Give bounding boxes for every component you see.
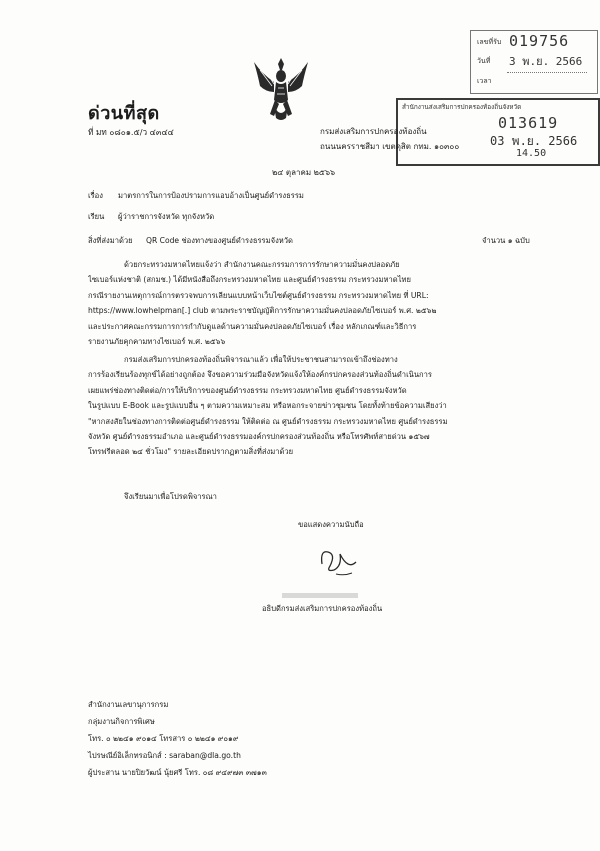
- signer-position: อธิบดีกรมส่งเสริมการปกครองท้องถิ่น: [262, 604, 383, 613]
- paragraph-1-line: ด้วยกระทรวงมหาดไทยแจ้งว่า สำนักงานคณะกรรมการการรักษาความมั่นคงปลอดภัย: [124, 260, 400, 269]
- enclosure-label: สิ่งที่ส่งมาด้วย: [88, 236, 133, 245]
- paragraph-1-line: และประกาศคณะกรรมการการกำกับดูแลด้านความมั่นคงปลอดภัยไซเบอร์ เรื่อง หลักเกณฑ์และวิธีการ: [88, 321, 417, 331]
- subject-text: มาตรการในการป้องปรามการแอบอ้างเป็นศูนย์ดำรงธรรม: [118, 191, 304, 200]
- stamp-top-date: 3 พ.ย. 2566: [509, 55, 583, 68]
- footer-group: กลุ่มงานกิจการพิเศษ: [88, 717, 155, 726]
- sender-line-2: ถนนนครราชสีมา เขตดุสิต กทม. ๑๐๓๐๐: [320, 142, 460, 151]
- stamp-office-time: 14.50: [516, 148, 547, 159]
- garuda-emblem: [252, 56, 310, 122]
- enclosure-count: จำนวน ๑ ฉบับ: [482, 236, 530, 245]
- stamp-top-number-label: เลขที่รับ: [477, 38, 502, 46]
- paragraph-2-line: จังหวัด ศูนย์ดำรงธรรมอำเภอ และศูนย์ดำรงธรรมองค์กรปกครองส่วนท้องถิ่น หรือโทรศัพท์สายด่วน ๑๕๖๗: [88, 432, 430, 442]
- paragraph-1-line: รายงานภัยคุกคามทางไซเบอร์ พ.ศ. ๒๕๖๖: [88, 337, 226, 347]
- paragraph-2-line: "หากสงสัยในช่องทางการติดต่อศูนย์ดำรงธรรม ให้ติดต่อ ณ ศูนย์ดำรงธรรม กระทรวงมหาดไทย ศูนย์ดำรงธรรม: [88, 416, 448, 426]
- document-date: ๒๔ ตุลาคม ๒๕๖๖: [272, 168, 336, 177]
- closing-text: ขอแสดงความนับถือ: [298, 520, 364, 529]
- to-text: ผู้ว่าราชการจังหวัด ทุกจังหวัด: [118, 212, 215, 221]
- document-number: ที่ มท ๐๘๐๑.๕/ว ๔๓๔๔: [88, 127, 174, 137]
- stamp-office-header: สำนักงานส่งเสริมการปกครองท้องถิ่นจังหวัด: [402, 103, 522, 111]
- subject-label: เรื่อง: [88, 191, 103, 200]
- stamp-office-date: 03 พ.ย. 2566: [490, 134, 578, 148]
- sender-line-1: กรมส่งเสริมการปกครองท้องถิ่น: [320, 127, 427, 136]
- signature: [314, 540, 364, 580]
- signer-name-faded: [282, 593, 358, 598]
- stamp-top-date-label: วันที่: [477, 57, 491, 65]
- to-label: เรียน: [88, 212, 105, 221]
- paragraph-2-line: ในรูปแบบ E-Book และรูปแบบอื่น ๆ ตามความเหมาะสม หรือหอกระจายข่าวชุมชน โดยทั้งท้ายข้อความเสียงว่า: [88, 401, 447, 411]
- paragraph-2-line: กรมส่งเสริมการปกครองท้องถิ่นพิจารณาแล้ว เพื่อให้ประชาชนสามารถเข้าถึงช่องทาง: [124, 355, 398, 364]
- paragraph-2-line: การร้องเรียนร้องทุกข์ได้อย่างถูกต้อง จึงขอความร่วมมือจังหวัดแจ้งให้องค์กรปกครองส่วนท้องถิ่นดำเนินการ: [88, 370, 432, 380]
- enclosure-text: QR Code ช่องทางของศูนย์ดำรงธรรมจังหวัด: [146, 236, 293, 245]
- stamp-top-number: 019756: [509, 32, 570, 50]
- paragraph-3: จึงเรียนมาเพื่อโปรดพิจารณา: [124, 492, 217, 501]
- stamp-top-time-label: เวลา: [477, 77, 492, 85]
- footer-email: ไปรษณีย์อิเล็กทรอนิกส์ : saraban@dla.go.th: [88, 751, 241, 760]
- paragraph-1-line: กรณีรายงานเหตุการณ์การตรวจพบการเลียนแบบหน้าเว็บไซต์ศูนย์ดำรงธรรม กระทรวงมหาดไทย ที่ URL:: [88, 290, 429, 300]
- footer-office: สำนักงานเลขานุการกรม: [88, 700, 169, 709]
- footer-coordinator: ผู้ประสาน นายปิยวัฒน์ นุ้ยศรี โทร. ๐๘ ๙๔๙๗๓ ๓๗๑๓: [88, 768, 267, 777]
- footer-phone: โทร. ๐ ๒๒๔๑ ๙๐๑๔ โทรสาร ๐ ๒๒๔๑ ๙๐๑๙: [88, 734, 239, 743]
- stamp-top-time-line: [507, 72, 587, 73]
- paragraph-1: [88, 257, 532, 349]
- paragraph-2: [88, 352, 532, 460]
- paragraph-1-line: ไซเบอร์แห่งชาติ (สกมช.) ได้มีหนังสือถึงกระทรวงมหาดไทย และศูนย์ดำรงธรรม กระทรวงมหาดไทย: [88, 275, 411, 285]
- paragraph-2-line: เผยแพร่ช่องทางติดต่อ/การให้บริการของศูนย์ดำรงธรรม กระทรวงมหาดไทย ศูนย์ดำรงธรรมจังหวัด: [88, 385, 407, 395]
- receipt-stamp-top: [470, 30, 598, 94]
- paragraph-1-line: https://www.lowhelpman[.] club ตามพระราชบัญญัติการรักษาความมั่นคงปลอดภัยไซเบอร์ พ.ศ. ๒๕๖๒: [88, 306, 437, 316]
- stamp-office-number: 013619: [498, 114, 559, 132]
- urgency-label: ด่วนที่สุด: [88, 103, 160, 124]
- paragraph-2-line: โทรฟรีตลอด ๒๔ ชั่วโมง" รายละเอียดปรากฏตามสิ่งที่ส่งมาด้วย: [88, 447, 294, 457]
